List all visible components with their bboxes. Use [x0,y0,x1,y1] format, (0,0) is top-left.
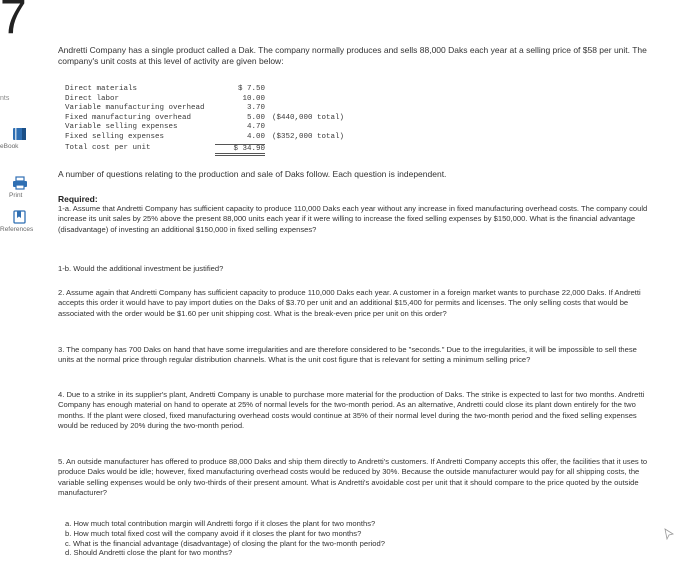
printer-icon [12,176,28,190]
sidebar-item-label: eBook [0,143,19,150]
question-1a: 1-a. Assume that Andretti Company has sufficient capacity to produce 110,000 Daks each year without any increase in fixed manufacturing overhead costs. The company could increase its unit sales by 25% above the present 88,000 units each year if it were willing to increase the fixed selling expenses by $150,000. What is the financial advantage (disadvantage) of investing an additional $150,000 in fixed selling expenses? [58,204,648,234]
cost-value: $ 7.50 [237,85,265,93]
sub-question-c: c. What is the financial advantage (disadvantage) of closing the plant for the two-month period? [65,538,385,548]
cost-label: Direct labor [65,94,120,103]
book-icon [12,127,28,141]
independence-note: A number of questions relating to the production and sale of Daks follow. Each question is independent. [58,169,447,179]
sidebar [0,0,46,575]
cost-label: Variable selling expenses [65,123,178,132]
sub-question-d: d. Should Andretti close the plant for two months? [65,548,233,558]
cost-label: Fixed manufacturing overhead [65,113,192,122]
sidebar-partial-label: nts [0,95,10,102]
cost-value: 3.70 [246,104,265,113]
references-icon [12,210,28,224]
sidebar-item-print[interactable] [0,176,46,199]
cost-total-label: Total cost per unit [65,143,151,152]
sub-questions [65,519,385,558]
required-heading: Required: [58,194,98,204]
question-4: 4. Due to a strike in its supplier's plant, Andretti Company is unable to purchase more material for the production of Daks. The strike is expected to last for two months. Andretti Company has enough material on hand to operate at 25% of normal levels for the two-month period. As an alternative, Andretti could close its plant down entirely for the two months. If the plant were closed, fixed manufacturing overhead costs would continue at 35% of their normal level during the two-month period and the fixed selling expenses would be reduced by 20% during the two-month period. [58,390,645,431]
cost-value: 10.00 [242,94,265,103]
cost-label: Variable manufacturing overhead [65,104,205,113]
cost-value: 5.00 [246,113,265,122]
sidebar-item-label: Print [9,192,23,199]
sidebar-item-references[interactable] [0,210,46,233]
question-1b: 1-b. Would the additional investment be justified? [58,264,224,273]
cost-label: Direct materials [65,85,138,93]
cost-note: ($352,000 total) [272,132,345,141]
problem-intro: Andretti Company has a single product called a Dak. The company normally produces and sells 88,000 Daks each year at a selling price of $58 per unit. The company's unit costs at this level of activity are given below: [58,45,647,66]
question-5: 5. An outside manufacturer has offered to produce 88,000 Daks and ship them directly to Andretti's customers. If Andretti Company accepts this offer, the facilities that it uses to produce Daks would be idle; however, fixed manufacturing overhead costs would be reduced by 30%. Because the outside manufacturer would pay for all shipping costs, the variable selling expenses would be only two-thirds of their present amount. What is Andretti's avoidable cost per unit that it should compare to the price quoted by the outside manufacturer? [58,457,648,498]
sidebar-item-ebook[interactable] [0,127,46,150]
cursor-icon [663,528,675,540]
cost-value: 4.00 [246,132,265,141]
sub-question-a: a. How much total contribution margin will Andretti forgo if it closes the plant for two months? [65,519,376,528]
question-3: 3. The company has 700 Daks on hand that have some irregularities and are therefore considered to be "seconds." Due to the irregularities, it will be impossible to sell these units at the normal price through regular distribution channels. What is the unit cost figure that is relevant for setting a minimum selling price? [58,345,637,365]
cost-total-value: $ 34.90 [215,144,265,156]
cost-value: 4.70 [246,123,265,132]
cost-note: ($440,000 total) [272,113,345,122]
sub-question-b: b. How much total fixed cost will the company avoid if it closes the plant for two months? [65,528,362,538]
cost-label: Fixed selling expenses [65,132,165,141]
sidebar-item-label: References [0,226,34,233]
question-2: 2. Assume again that Andretti Company has sufficient capacity to produce 110,000 Daks each year. A customer in a foreign market wants to purchase 22,000 Daks. If Andretti accepts this order it would have to pay import duties on the Daks of $3.70 per unit and an additional $15,400 for permits and licenses. The only selling costs that would be associated with the order would be $1.60 per unit shipping cost. What is the break-even price per unit on this order? [58,288,641,318]
problem-number: 7 [0,0,27,44]
